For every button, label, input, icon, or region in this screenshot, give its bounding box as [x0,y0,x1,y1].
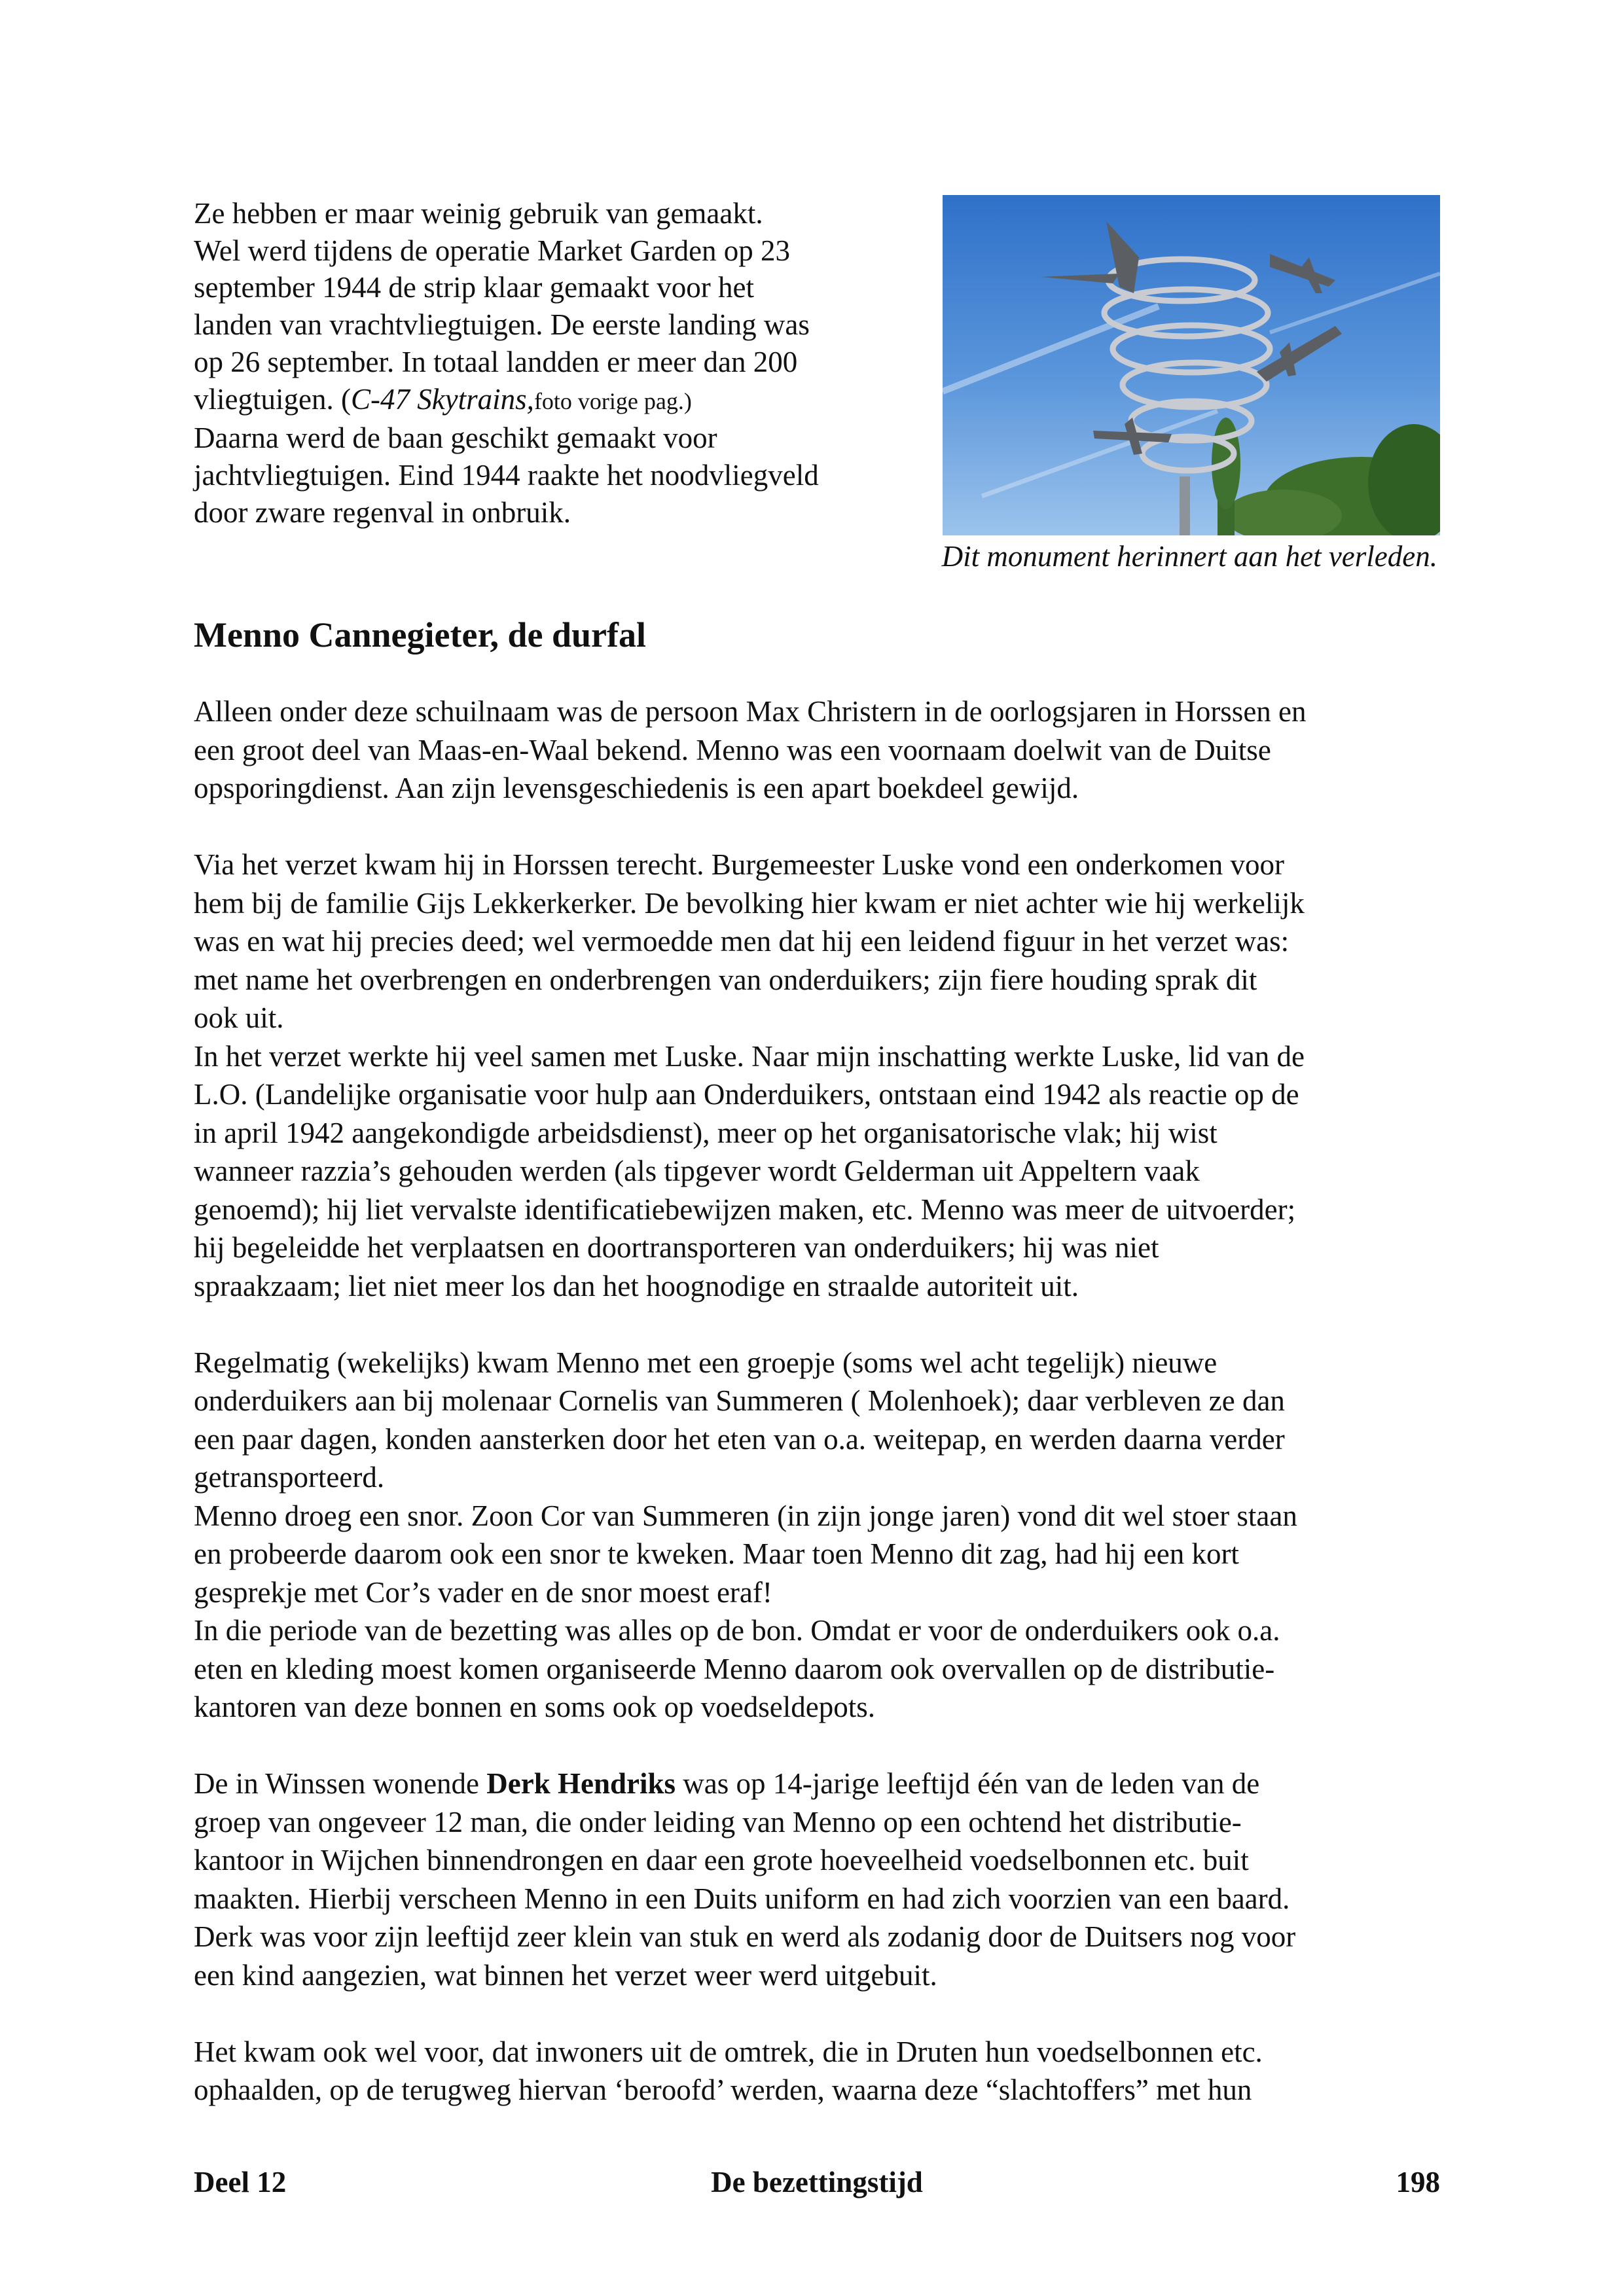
text-line: getransporteerd. [194,1461,385,1494]
photo-reference: foto vorige pag.) [533,387,692,414]
text-line: gesprekje met Cor’s vader en de snor moest eraf! [194,1575,772,1609]
paragraph-gap [194,1994,1440,2033]
text-run: De in Winssen wonende [194,1767,487,1800]
monument-illustration [943,195,1440,535]
footer-title: De bezettingstijd [711,2166,923,2198]
paragraph-gap [194,1727,1440,1765]
text-line: L.O. (Landelijke organisatie voor hulp aan Onderduikers, ontstaan eind 1942 als reactie op de [194,1078,1299,1111]
person-name: Derk Hendriks [486,1767,676,1800]
text-line: september 1944 de strip klaar gemaakt voor het [194,271,754,304]
text-line: een kind aangezien, wat binnen het verzet weer werd uitgebuit. [194,1958,937,1992]
text-line: onderduikers aan bij molenaar Cornelis van Summeren ( Molenhoek); daar verbleven ze dan [194,1384,1285,1417]
text-run: vliegtuigen. ( [194,382,351,416]
text-line: ook uit. [194,1001,284,1034]
text-line: wanneer razzia’s gehouden werden (als tipgever wordt Gelderman uit Appeltern vaak [194,1155,1200,1187]
paragraph-gap [194,1305,1440,1344]
text-line: ophaalden, op de terugweg hiervan ‘beroofd’ werden, waarna deze “slachtoffers” met hun [194,2073,1252,2106]
text-line: in april 1942 aangekondigde arbeidsdienst), meer op het organisatorische vlak; hij wist [194,1116,1218,1149]
text-line: was en wat hij precies deed; wel vermoedde men dat hij een leidend figuur in het verzet was: [194,925,1290,958]
text-line: opsporingdienst. Aan zijn levensgeschiedenis is een apart boekdeel gewijd. [194,772,1079,804]
text-run: was op 14-jarige leeftijd één van de leden van de [676,1767,1260,1800]
text-line: met name het overbrengen en onderbrengen van onderduikers; zijn fiere houding sprak dit [194,963,1257,996]
text-line: en probeerde daarom ook een snor te kweken. Maar toen Menno dit zag, had hij een kort [194,1537,1239,1570]
text-line: spraakzaam; liet niet meer los dan het hoognodige en straalde autoriteit uit. [194,1269,1079,1302]
text-line: Wel werd tijdens de operatie Market Garden op 23 [194,234,791,267]
text-line: Het kwam ook wel voor, dat inwoners uit de omtrek, die in Druten hun voedselbonnen etc. [194,2035,1263,2068]
text-line [194,1765,1440,1803]
text-line: een groot deel van Maas-en-Waal bekend. Menno was een voornaam doelwit van de Duitse [194,733,1271,766]
text-line: In die periode van de bezetting was alles op de bon. Omdat er voor de onderduikers ook o.a. [194,1614,1280,1647]
text-line: groep van ongeveer 12 man, die onder leiding van Menno op een ochtend het distributie- [194,1805,1242,1839]
text-line: een paar dagen, konden aansterken door het eten van o.a. weitepap, en werden daarna verder [194,1422,1285,1456]
text-line: op 26 september. In totaal landden er meer dan 200 [194,345,798,378]
intro-paragraph [194,195,914,531]
text-line [194,381,914,420]
text-line: hem bij de familie Gijs Lekkerkerker. De bevolking hier kwam er niet achter wie hij werkelijk [194,886,1305,920]
footer-volume: Deel 12 [194,2166,287,2198]
text-line: maakten. Hierbij verscheen Menno in een Duits uniform en had zich voorzien van een baard. [194,1882,1290,1915]
text-line: landen van vrachtvliegtuigen. De eerste landing was [194,308,810,342]
text-line: kantoren van deze bonnen en soms ook op voedseldepots. [194,1691,875,1723]
text-line: eten en kleding moest komen organiseerde Menno daarom ook overvallen op de distributie- [194,1652,1275,1685]
paragraph-gap [194,808,1440,846]
page-footer [194,2162,1440,2202]
text-line: door zware regenval in onbruik. [194,495,571,529]
section-body [194,692,1440,2109]
section-heading: Menno Cannegieter, de durfal [194,615,646,655]
text-line: kantoor in Wijchen binnendrongen en daar een grote hoeveelheid voedselbonnen etc. buit [194,1844,1249,1876]
text-line: Derk was voor zijn leeftijd zeer klein van stuk en werd als zodanig door de Duitsers nog voor [194,1920,1296,1953]
text-line: Via het verzet kwam hij in Horssen terecht. Burgemeester Luske vond een onderkomen voor [194,848,1284,881]
text-line: Daarna werd de baan geschikt gemaakt voor [194,422,717,455]
text-line: hij begeleidde het verplaatsen en doortransporteren van onderduikers; hij was niet [194,1231,1159,1264]
text-line: Ze hebben er maar weinig gebruik van gemaakt. [194,197,763,230]
page-number: 198 [1396,2166,1440,2198]
aircraft-name: C-47 Skytrains, [350,382,534,416]
text-line: genoemd); hij liet vervalste identificatiebewijzen maken, etc. Menno was meer de uitvoerder; [194,1193,1296,1226]
text-line: Menno droeg een snor. Zoon Cor van Summeren (in zijn jonge jaren) vond dit wel stoer staan [194,1499,1297,1532]
text-line: Alleen onder deze schuilnaam was de persoon Max Christern in de oorlogsjaren in Horssen en [194,695,1307,728]
text-line: In het verzet werkte hij veel samen met Luske. Naar mijn inschatting werkte Luske, lid van de [194,1039,1305,1073]
figure-caption: Dit monument herinnert aan het verleden. [941,540,1437,573]
text-line: jachtvliegtuigen. Eind 1944 raakte het noodvliegveld [194,458,819,492]
text-line: Regelmatig (wekelijks) kwam Menno met een groepje (soms wel acht tegelijk) nieuwe [194,1346,1218,1379]
monument-photo [943,195,1440,535]
